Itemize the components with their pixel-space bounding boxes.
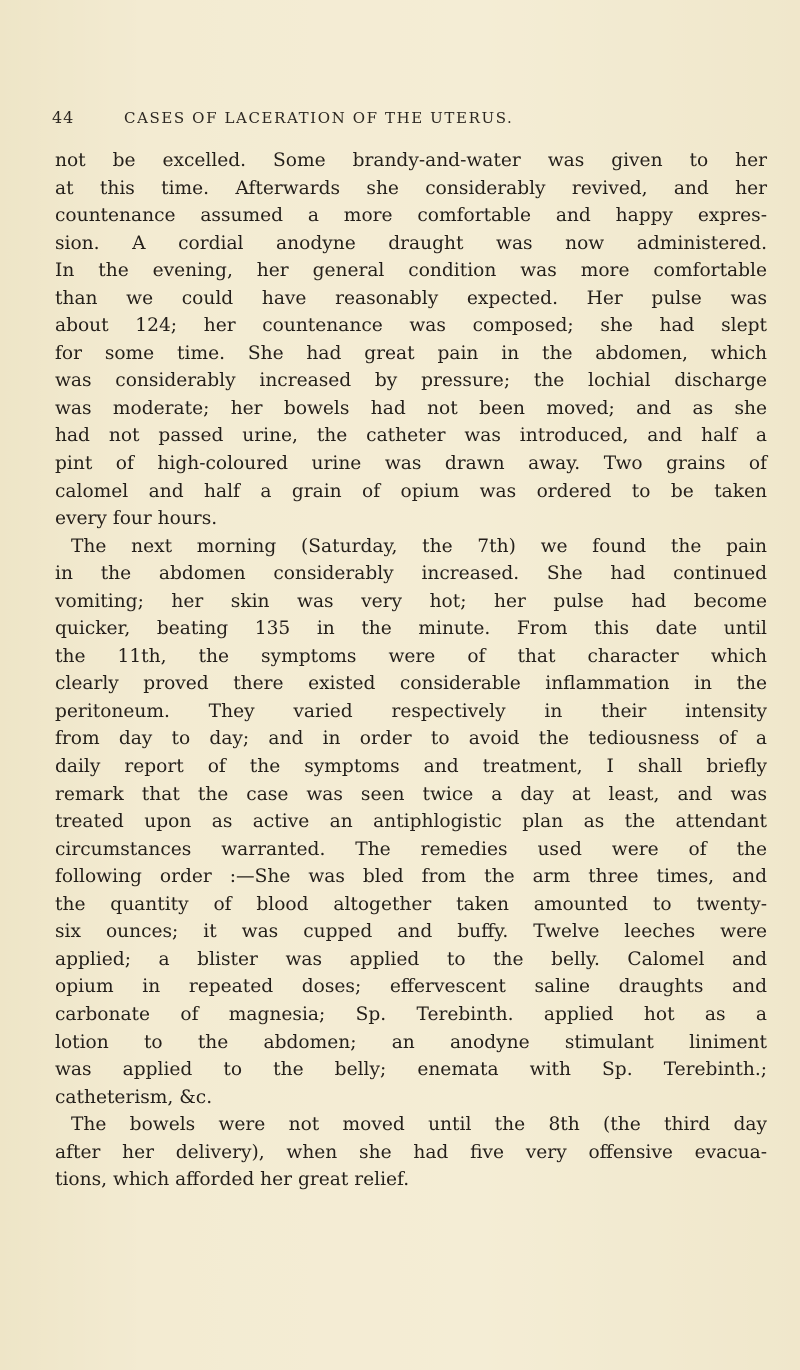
running-head: CASES OF LACERATION OF THE UTERUS. bbox=[124, 109, 514, 127]
text-line: tions, which afforded her great relief. bbox=[55, 1169, 410, 1191]
text-line: after her delivery), when she had five very offensive evacua- bbox=[55, 1141, 767, 1163]
text-line: vomiting; her skin was very hot; her pulse had become bbox=[55, 590, 767, 612]
text-line: the 11th, the symptoms were of that character which bbox=[55, 645, 767, 667]
text-line: lotion to the abdomen; an anodyne stimulant liniment bbox=[55, 1031, 767, 1053]
text-line: six ounces; it was cupped and buffy. Twelve leeches were bbox=[55, 921, 767, 943]
text-line: applied; a blister was applied to the belly. Calomel and bbox=[55, 948, 767, 970]
text-line: quicker, beating 135 in the minute. From this date until bbox=[55, 618, 767, 640]
text-line: The bowels were not moved until the 8th (the third day bbox=[71, 1114, 767, 1136]
text-line: daily report of the symptoms and treatment, I shall briefly bbox=[55, 756, 767, 778]
text-line: from day to day; and in order to avoid the tediousness of a bbox=[55, 728, 767, 750]
text-line: remark that the case was seen twice a day at least, and was bbox=[55, 783, 767, 805]
body-text bbox=[55, 147, 767, 1194]
page-number: 44 bbox=[52, 108, 75, 127]
text-line: opium in repeated doses; effervescent saline draughts and bbox=[55, 976, 767, 998]
text-line: treated upon as active an antiphlogistic plan as the attendant bbox=[55, 811, 767, 833]
text-line: calomel and half a grain of opium was ordered to be taken bbox=[55, 480, 767, 502]
text-line: peritoneum. They varied respectively in their intensity bbox=[55, 700, 767, 722]
text-line: clearly proved there existed considerable inflammation in the bbox=[55, 673, 767, 695]
text-line: at this time. Afterwards she considerably revived, and her bbox=[55, 177, 767, 199]
text-line: was moderate; her bowels had not been moved; and as she bbox=[55, 397, 767, 419]
text-line: the quantity of blood altogether taken amounted to twenty- bbox=[55, 893, 767, 915]
text-line: pint of high-coloured urine was drawn away. Two grains of bbox=[55, 453, 767, 475]
text-line: had not passed urine, the catheter was introduced, and half a bbox=[55, 425, 767, 447]
text-line: every four hours. bbox=[55, 508, 218, 530]
text-line: carbonate of magnesia; Sp. Terebinth. applied hot as a bbox=[55, 1003, 767, 1025]
text-line: In the evening, her general condition was more comfortable bbox=[55, 260, 767, 282]
text-line: about 124; her countenance was composed; she had slept bbox=[55, 315, 767, 337]
text-line: for some time. She had great pain in the abdomen, which bbox=[55, 342, 767, 364]
page-header bbox=[52, 108, 752, 132]
text-line: circumstances warranted. The remedies used were of the bbox=[55, 838, 767, 860]
text-line: The next morning (Saturday, the 7th) we found the pain bbox=[71, 535, 767, 557]
text-line: than we could have reasonably expected. Her pulse was bbox=[55, 287, 767, 309]
text-line: was applied to the belly; enemata with Sp. Terebinth.; bbox=[55, 1059, 767, 1081]
text-line: not be excelled. Some brandy-and-water was given to her bbox=[55, 150, 767, 171]
text-line: in the abdomen considerably increased. She had continued bbox=[55, 563, 767, 585]
text-line: was considerably increased by pressure; the lochial discharge bbox=[55, 370, 767, 392]
text-line: following order :—She was bled from the arm three times, and bbox=[55, 866, 767, 888]
text-line: countenance assumed a more comfortable and happy expres- bbox=[55, 205, 767, 227]
text-line: sion. A cordial anodyne draught was now administered. bbox=[55, 232, 767, 254]
text-line: catheterism, &c. bbox=[55, 1086, 213, 1108]
